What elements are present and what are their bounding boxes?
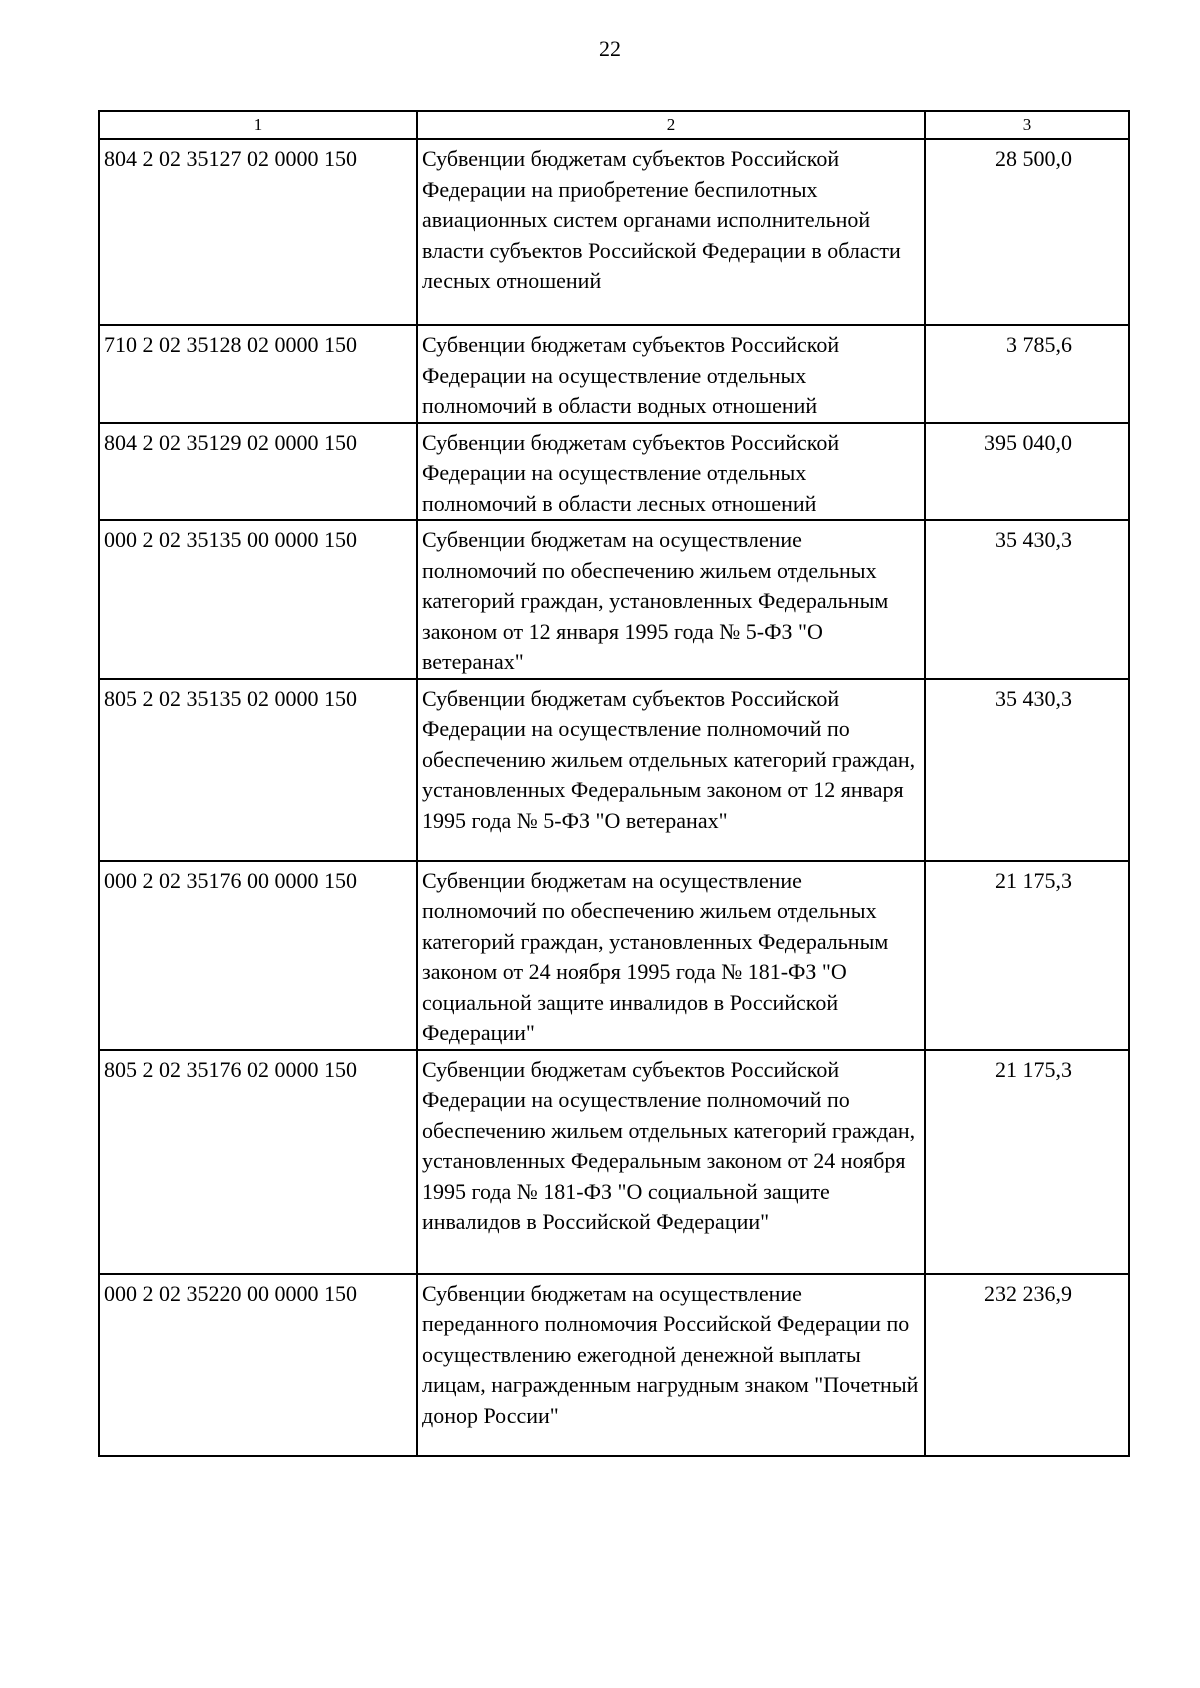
table-row	[99, 139, 1129, 325]
table-row	[99, 1050, 1129, 1274]
row-description: Субвенции бюджетам на осуществление полномочий по обеспечению жильем отдельных категорий граждан, установленных Федеральным законом от 12 января 1995 года № 5-ФЗ "О ветеранах"	[417, 520, 925, 679]
page-number: 22	[599, 36, 621, 61]
row-code: 000 2 02 35135 00 0000 150	[99, 520, 417, 679]
row-description: Субвенции бюджетам субъектов Российской Федерации на осуществление полномочий по обеспечению жильем отдельных категорий граждан, установленных Федеральным законом от 24 ноября 1995 года № 181-ФЗ "О социальной защите инвалидов в Российской Федерации"	[417, 1050, 925, 1274]
row-description: Субвенции бюджетам субъектов Российской Федерации на осуществление полномочий по обеспечению жильем отдельных категорий граждан, установленных Федеральным законом от 12 января 1995 года № 5-ФЗ "О ветеранах"	[417, 679, 925, 861]
row-amount: 28 500,0	[925, 139, 1129, 325]
table-row	[99, 325, 1129, 423]
table-row	[99, 520, 1129, 679]
column-header-description: 2	[417, 111, 925, 139]
table-row	[99, 423, 1129, 521]
row-amount: 35 430,3	[925, 520, 1129, 679]
row-description: Субвенции бюджетам на осуществление полномочий по обеспечению жильем отдельных категорий граждан, установленных Федеральным законом от 24 ноября 1995 года № 181-ФЗ "О социальной защите инвалидов в Российской Федерации"	[417, 861, 925, 1050]
row-description: Субвенции бюджетам субъектов Российской Федерации на осуществление отдельных полномочий в области лесных отношений	[417, 423, 925, 521]
row-code: 804 2 02 35127 02 0000 150	[99, 139, 417, 325]
row-code: 804 2 02 35129 02 0000 150	[99, 423, 417, 521]
row-amount: 3 785,6	[925, 325, 1129, 423]
row-code: 000 2 02 35176 00 0000 150	[99, 861, 417, 1050]
table-row	[99, 861, 1129, 1050]
row-description: Субвенции бюджетам субъектов Российской Федерации на осуществление отдельных полномочий в области водных отношений	[417, 325, 925, 423]
row-description: Субвенции бюджетам субъектов Российской Федерации на приобретение беспилотных авиационных систем органами исполнительной власти субъектов Российской Федерации в области лесных отношений	[417, 139, 925, 325]
column-header-code: 1	[99, 111, 417, 139]
row-amount: 232 236,9	[925, 1274, 1129, 1456]
row-code: 710 2 02 35128 02 0000 150	[99, 325, 417, 423]
row-amount: 395 040,0	[925, 423, 1129, 521]
column-header-amount: 3	[925, 111, 1129, 139]
row-amount: 35 430,3	[925, 679, 1129, 861]
row-amount: 21 175,3	[925, 1050, 1129, 1274]
table-row	[99, 679, 1129, 861]
row-amount: 21 175,3	[925, 861, 1129, 1050]
row-code: 805 2 02 35176 02 0000 150	[99, 1050, 417, 1274]
row-description: Субвенции бюджетам на осуществление переданного полномочия Российской Федерации по осуществлению ежегодной денежной выплаты лицам, награжденным нагрудным знаком "Почетный донор России"	[417, 1274, 925, 1456]
row-code: 000 2 02 35220 00 0000 150	[99, 1274, 417, 1456]
row-code: 805 2 02 35135 02 0000 150	[99, 679, 417, 861]
table-header-row	[99, 111, 1129, 139]
table-row	[99, 1274, 1129, 1456]
budget-table	[98, 110, 1130, 1457]
